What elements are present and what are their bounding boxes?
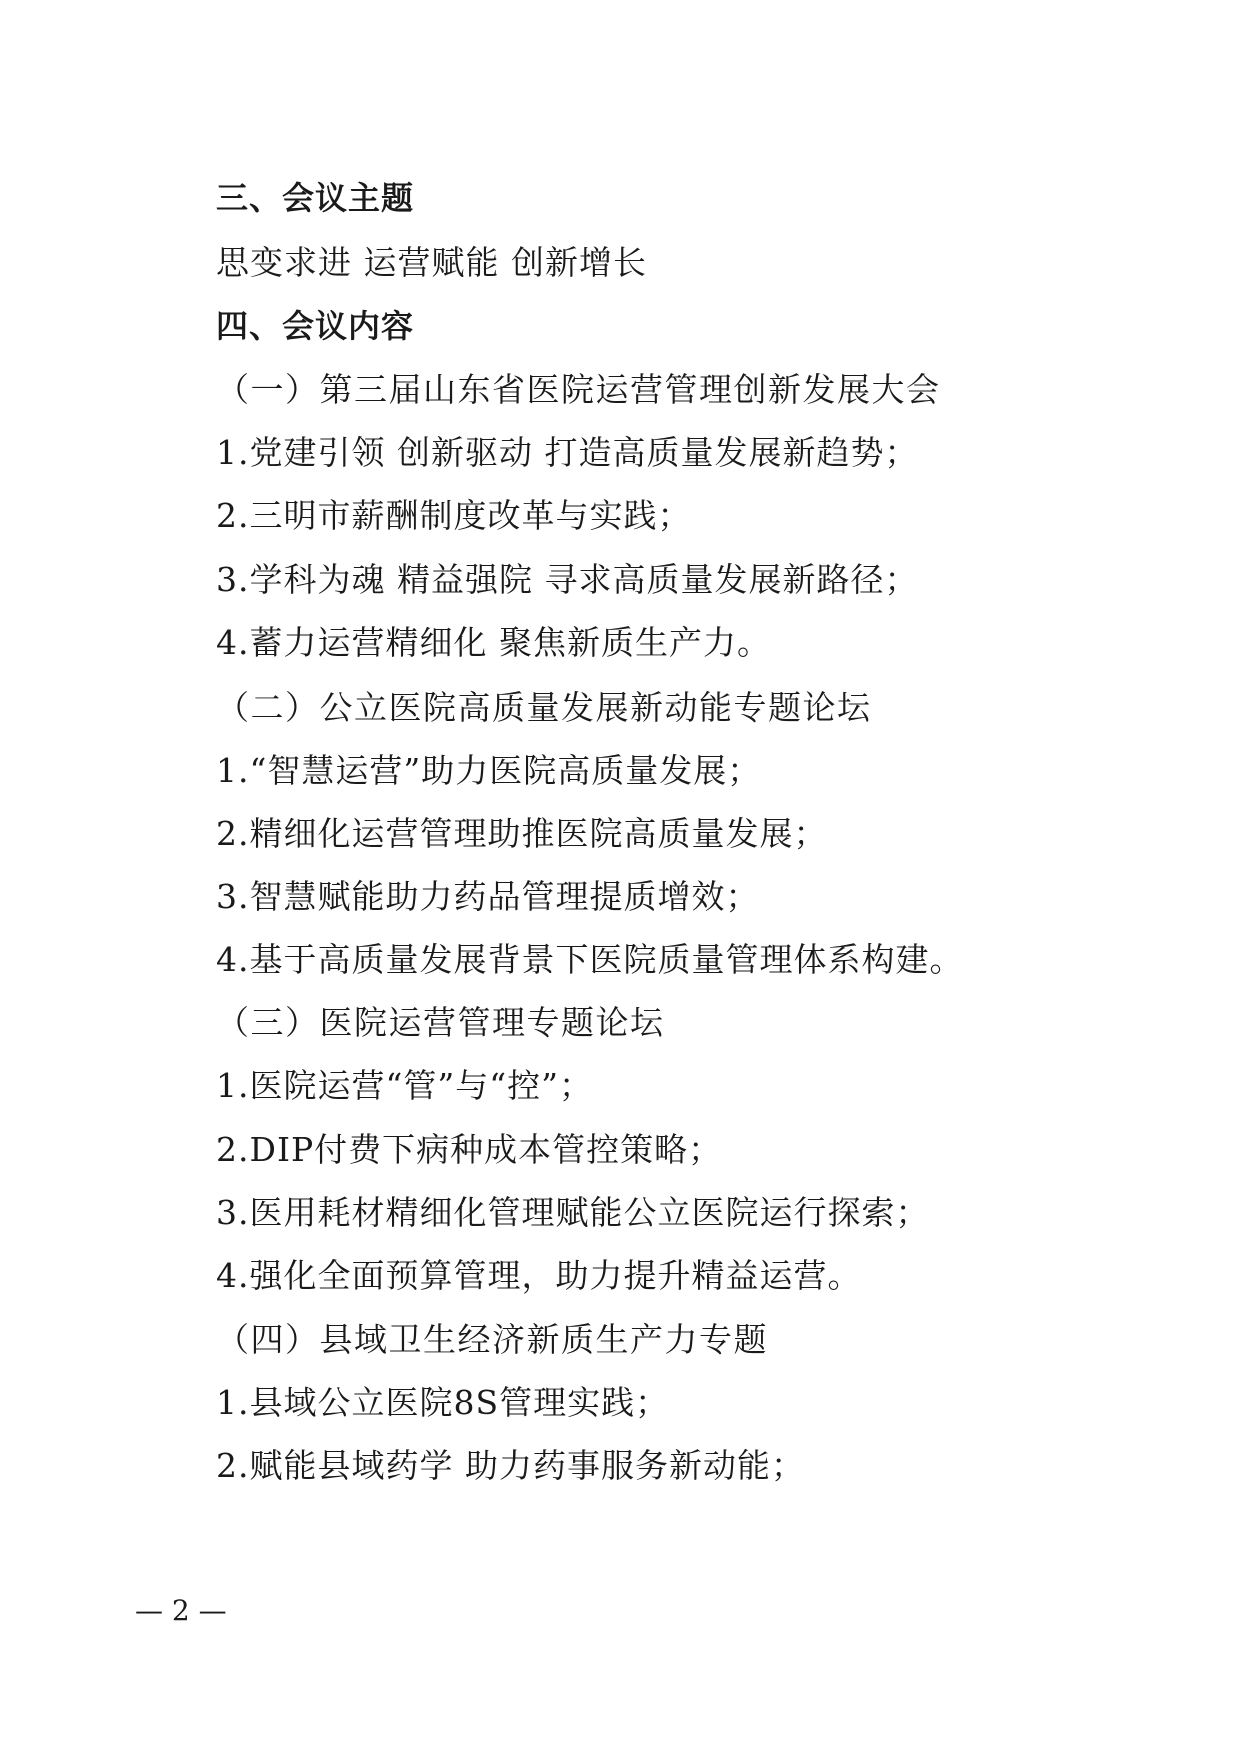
subsection-1-title: （一）第三届山东省医院运营管理创新发展大会 [216,370,941,409]
section-heading-theme: 三、会议主题 [216,179,415,217]
page-number: — 2 — [135,1594,227,1627]
subsection-2-title: （二）公立医院高质量发展新动能专题论坛 [216,688,872,727]
list-item: 4.基于高质量发展背景下医院质量管理体系构建。 [216,940,964,979]
subsection-3-title: （三）医院运营管理专题论坛 [216,1003,665,1042]
list-item: 1.县域公立医院8S管理实践； [216,1383,670,1422]
list-item: 4.蓄力运营精细化 聚焦新质生产力。 [216,623,771,662]
list-item: 1.党建引领 创新驱动 打造高质量发展新趋势； [216,433,919,472]
section-heading-content: 四、会议内容 [216,307,415,345]
list-item: 3.智慧赋能助力药品管理提质增效； [216,877,760,916]
list-item: 2.DIP付费下病种成本管控策略； [216,1130,723,1169]
theme-text: 思变求进 运营赋能 创新增长 [216,243,647,282]
list-item: 3.学科为魂 精益强院 寻求高质量发展新路径； [216,560,919,599]
list-item: 2.精细化运营管理助推医院高质量发展； [216,814,828,853]
list-item: 3.医用耗材精细化管理赋能公立医院运行探索； [216,1193,930,1232]
list-item: 1.医院运营“管”与“控”； [216,1066,593,1105]
list-item: 1.“智慧运营”助力医院高质量发展； [216,751,762,790]
list-item: 2.赋能县域药学 助力药事服务新动能； [216,1446,805,1485]
subsection-4-title: （四）县域卫生经济新质生产力专题 [216,1320,768,1359]
list-item: 2.三明市薪酬制度改革与实践； [216,496,692,535]
list-item: 4.强化全面预算管理，助力提升精益运营。 [216,1256,862,1295]
